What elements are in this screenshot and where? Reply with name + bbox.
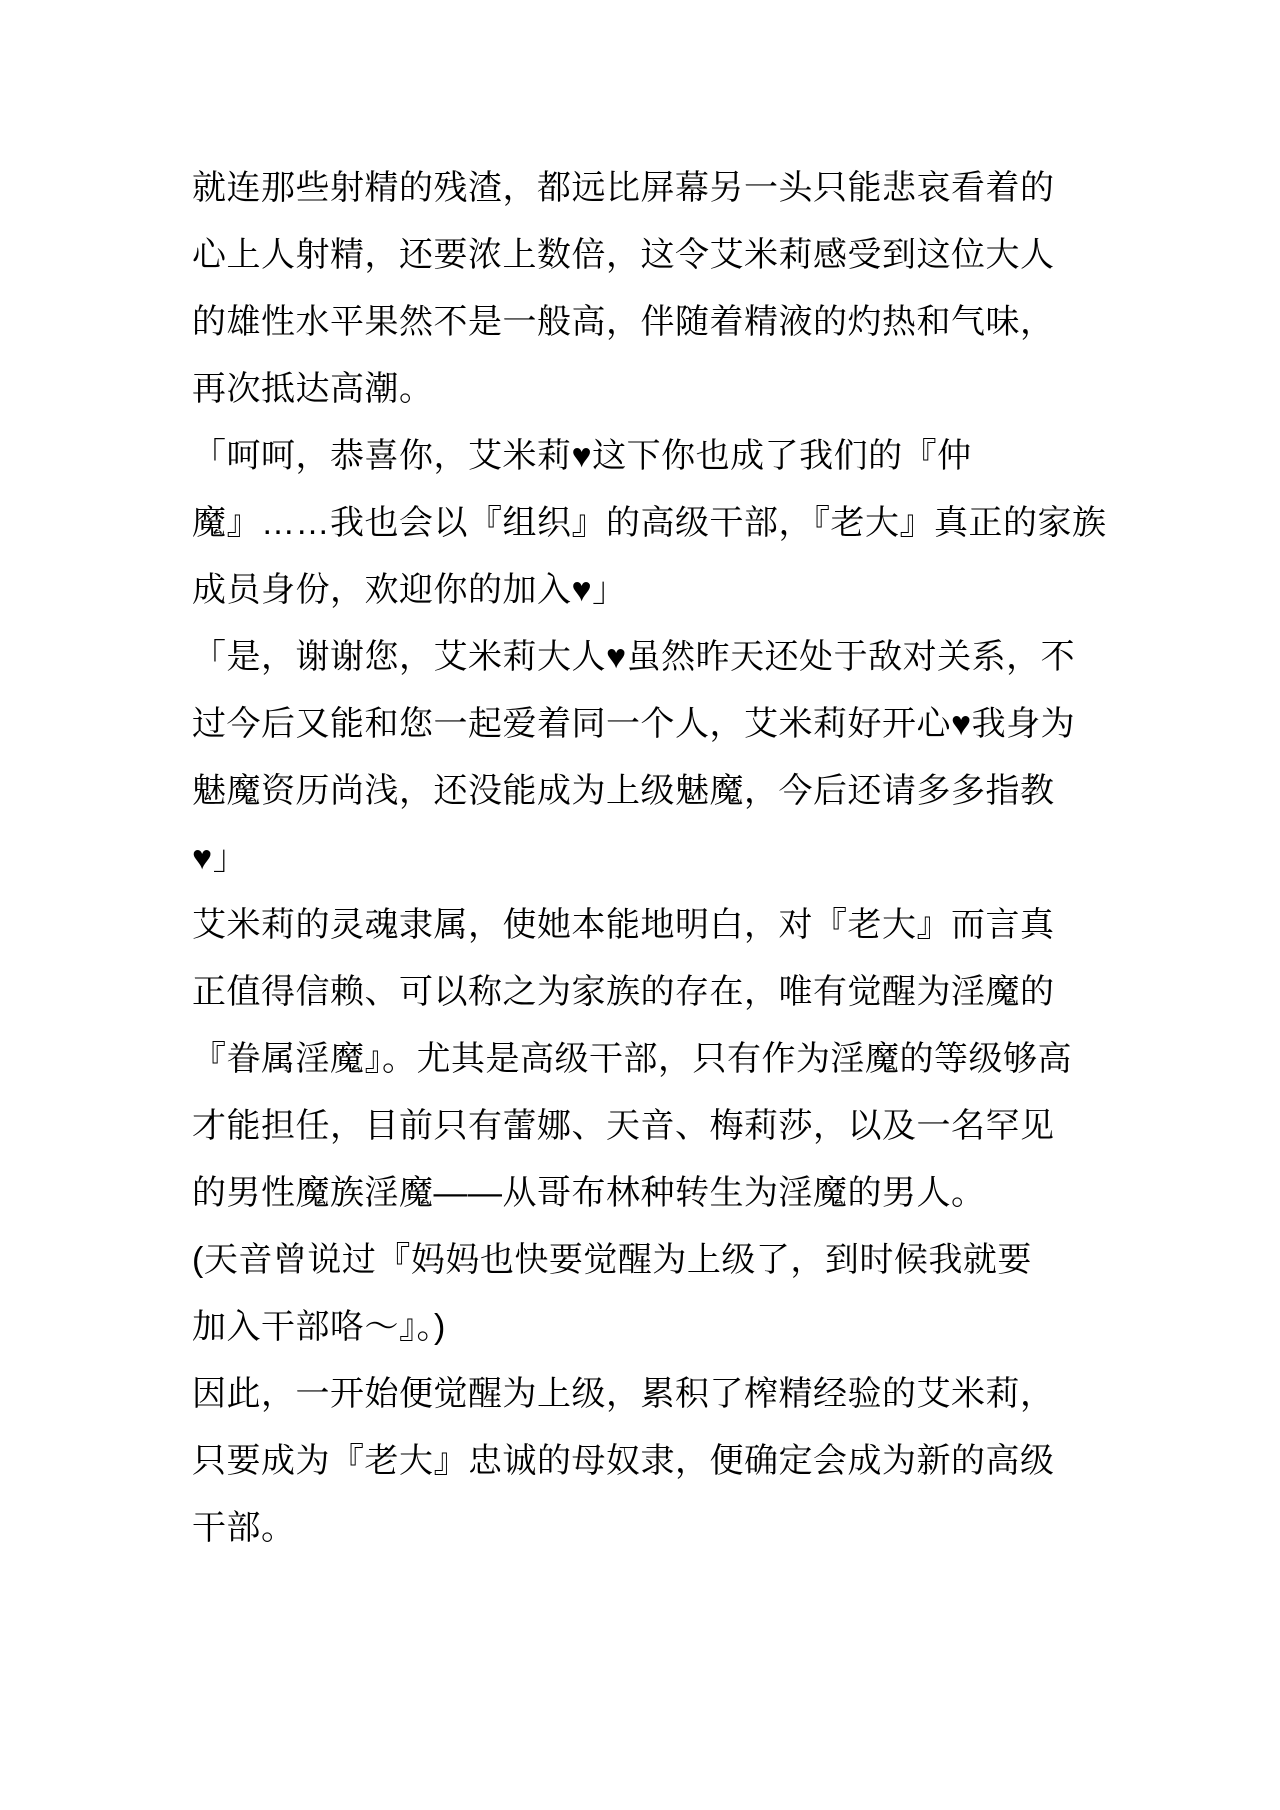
text-line: ♥」 [192,839,248,877]
text-line: 成员身份，欢迎你的加入♥」 [192,571,627,609]
text-line: 再次抵达高潮。 [192,370,434,408]
text-line: (天音曾说过『妈妈也快要觉醒为上级了，到时候我就要 [192,1241,1032,1279]
text-line: 魅魔资历尚浅，还没能成为上级魅魔，今后还请多多指教 [192,772,1055,810]
text-line: 「是，谢谢您，艾米莉大人♥虽然昨天还处于敌对关系，不 [192,638,1076,676]
text-line: 魔』……我也会以『组织』的高级干部，『老大』真正的家族 [192,504,1107,542]
text-line: 正值得信赖、可以称之为家族的存在，唯有觉醒为淫魔的 [192,973,1055,1011]
text-line: 的男性魔族淫魔——从哥布林种转生为淫魔的男人。 [192,1174,986,1212]
text-line: 只要成为『老大』忠诚的母奴隶，便确定会成为新的高级 [192,1442,1055,1480]
text-line: 『眷属淫魔』。尤其是高级干部，只有作为淫魔的等级够高 [192,1040,1072,1078]
text-line: 因此，一开始便觉醒为上级，累积了榨精经验的艾米莉， [192,1375,1055,1413]
text-line: 「呵呵，恭喜你，艾米莉♥这下你也成了我们的『仲 [192,437,972,475]
text-line: 过今后又能和您一起爱着同一个人，艾米莉好开心♥我身为 [192,705,1076,743]
text-line: 加入干部咯～』。) [192,1308,446,1346]
text-line: 干部。 [192,1509,296,1547]
text-body [192,155,1112,1562]
text-line: 艾米莉的灵魂隶属，使她本能地明白，对『老大』而言真 [192,906,1055,944]
text-line: 就连那些射精的残渣，都远比屏幕另一头只能悲哀看着的 [192,169,1055,207]
text-line: 才能担任，目前只有蕾娜、天音、梅莉莎，以及一名罕见 [192,1107,1055,1145]
text-line: 的雄性水平果然不是一般高，伴随着精液的灼热和气味， [192,303,1055,341]
text-line: 心上人射精，还要浓上数倍，这令艾米莉感受到这位大人 [192,236,1055,274]
